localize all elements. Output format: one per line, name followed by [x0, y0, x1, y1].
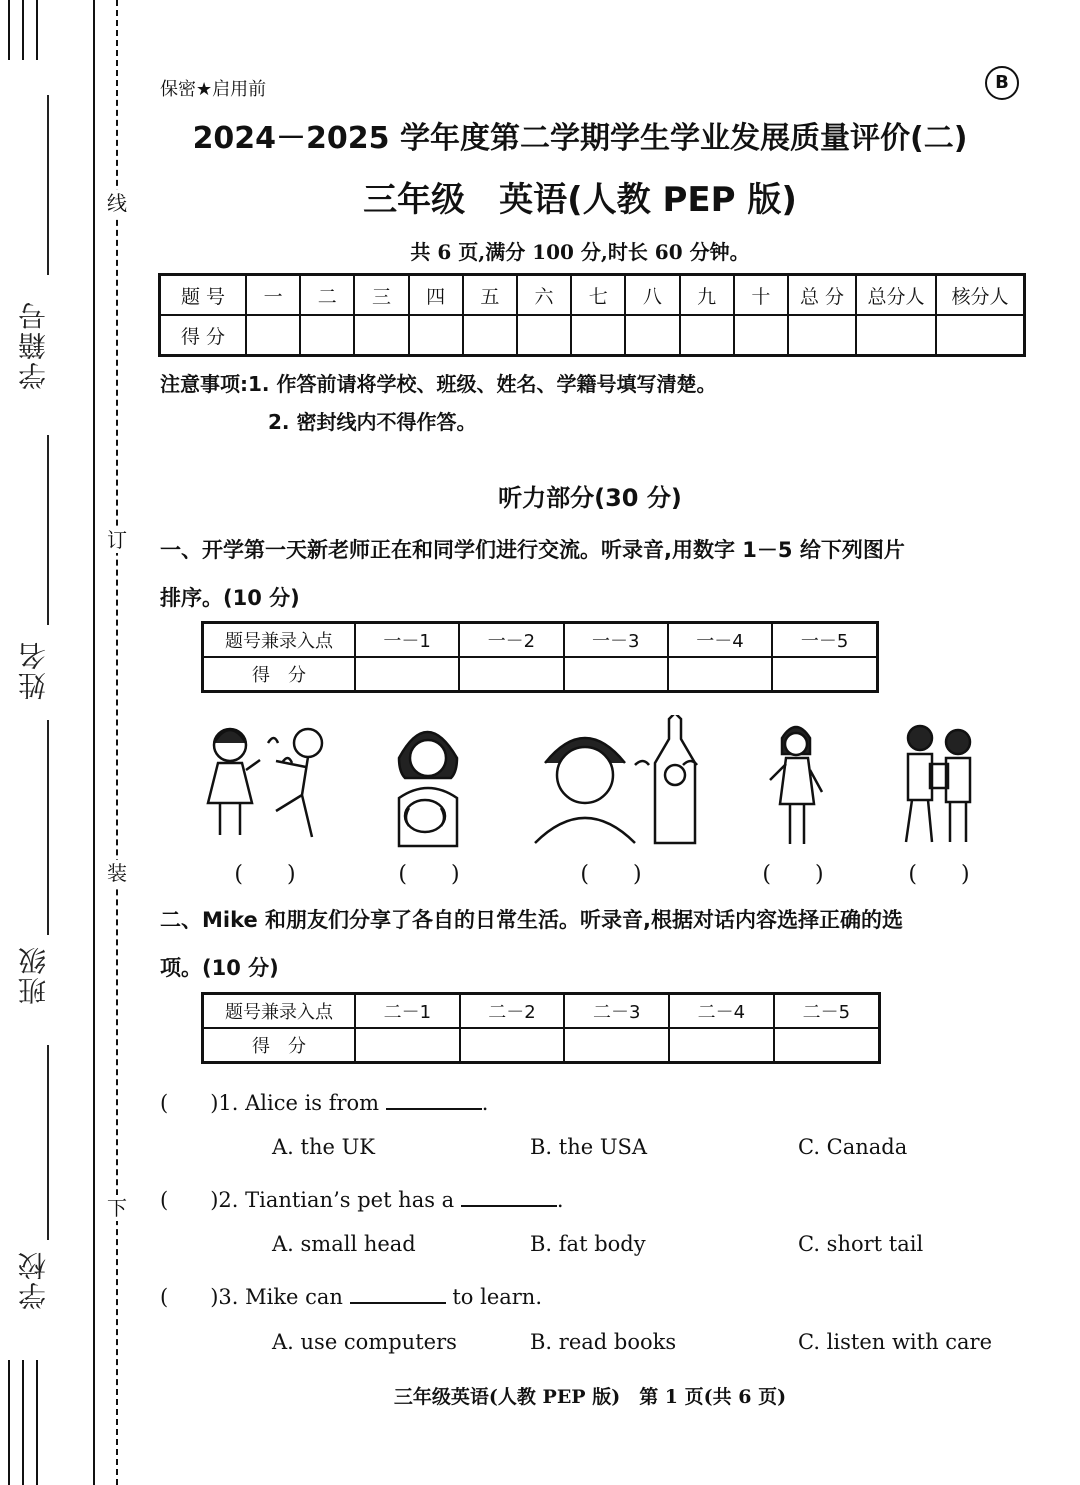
score-header-cell: 八 [625, 275, 679, 316]
confidential-mark: 保密★启用前 [160, 79, 267, 100]
option-b[interactable]: B. the USA [530, 1135, 648, 1159]
clouds [635, 761, 697, 765]
dancer-body [276, 757, 312, 837]
class-label: 班级 [17, 945, 50, 1005]
girl-legs [220, 803, 240, 835]
score-cell[interactable] [680, 315, 734, 356]
score-header-cell: 四 [409, 275, 463, 316]
answer-paren[interactable]: ( ) [580, 862, 642, 887]
part1-heading-line: 排序。(10 分) [160, 586, 300, 610]
margin-rule [36, 1360, 38, 1485]
name-blank[interactable] [47, 435, 49, 625]
part2-heading-line: 二、Mike 和朋友们分享了各自的日常生活。听录音,根据对话内容选择正确的选 [160, 908, 904, 932]
music-notes [268, 738, 292, 763]
picture-singing-dancing [190, 715, 340, 850]
score-cell[interactable] [788, 315, 856, 356]
option-c[interactable]: C. listen with care [798, 1330, 993, 1354]
score-header-cell: 五 [463, 275, 517, 316]
entry-score-cell[interactable] [564, 657, 668, 692]
girl-shoulders [535, 818, 635, 843]
student-id-blank[interactable] [47, 95, 49, 275]
score-header-cell: 总分人 [856, 275, 936, 316]
option-c[interactable]: C. Canada [798, 1135, 908, 1159]
version-badge: B [985, 66, 1019, 100]
option-b[interactable]: B. read books [530, 1330, 677, 1354]
entry-header-cell: 一－4 [668, 623, 772, 658]
seal-char-xian: 线 [104, 190, 130, 216]
entry-header-cell: 一－1 [355, 623, 459, 658]
picture-teacher [760, 720, 830, 850]
score-header-cell: 一 [246, 275, 300, 316]
entry-score-cell[interactable] [668, 657, 772, 692]
option-c[interactable]: C. short tail [798, 1232, 924, 1256]
score-cell[interactable] [517, 315, 571, 356]
entry-header-cell: 一－3 [564, 623, 668, 658]
margin-rule [22, 1360, 24, 1485]
entry-score-cell[interactable] [355, 1028, 460, 1063]
question-stem: 1. Alice is from [218, 1091, 380, 1115]
part1-heading-line: 一、开学第一天新老师正在和同学们进行交流。听录音,用数字 1－5 给下列图片 [160, 538, 905, 562]
option-a[interactable]: A. use computers [272, 1330, 457, 1354]
answer-blank[interactable] [350, 1284, 446, 1304]
seal-line-outer [93, 0, 95, 1485]
entry-score-label: 得 分 [203, 1028, 356, 1063]
entry-header-cell: 二－4 [669, 994, 774, 1029]
part2-entry-table [201, 992, 881, 1064]
question-1 [160, 1087, 488, 1117]
entry-header-cell: 二－5 [774, 994, 880, 1029]
part2-heading-line: 项。(10 分) [160, 956, 279, 980]
question-stem: 3. Mike can [218, 1285, 343, 1309]
score-cell[interactable] [354, 315, 408, 356]
entry-score-cell[interactable] [460, 1028, 565, 1063]
class-blank[interactable] [47, 720, 49, 935]
score-header-cell: 三 [354, 275, 408, 316]
score-header-cell: 十 [734, 275, 788, 316]
margin-rule [22, 0, 24, 60]
entry-score-label: 得 分 [203, 657, 356, 692]
score-header-cell: 九 [680, 275, 734, 316]
girl-face [410, 740, 446, 776]
boy-head [908, 726, 932, 750]
option-a[interactable]: A. the UK [272, 1135, 375, 1159]
entry-header-cell: 题号兼录入点 [203, 994, 356, 1029]
picture-girl-dog [385, 718, 470, 848]
question-stem: 2. Tiantian’s pet has a [218, 1188, 455, 1212]
score-header-cell: 七 [571, 275, 625, 316]
entry-score-cell[interactable] [355, 657, 459, 692]
notes-line-1 [160, 368, 716, 397]
notes-item: 1. 作答前请将学校、班级、姓名、学籍号填写清楚。 [248, 372, 717, 396]
teacher-legs [790, 804, 804, 844]
entry-header-cell: 一－2 [459, 623, 563, 658]
answer-paren[interactable]: ( ) [160, 1285, 219, 1309]
score-table-score-row [160, 315, 1025, 356]
entry-score-cell[interactable] [772, 657, 877, 692]
part1-entry-table [201, 621, 879, 693]
legs [906, 800, 966, 842]
answer-paren[interactable]: ( ) [398, 862, 460, 887]
score-cell[interactable] [856, 315, 936, 356]
part2-heading [160, 896, 1040, 992]
answer-blank[interactable] [386, 1090, 482, 1110]
score-header-cell: 总 分 [788, 275, 856, 316]
score-table [158, 273, 1026, 357]
score-cell[interactable] [625, 315, 679, 356]
margin-rule [8, 0, 10, 60]
score-table-header-row [160, 275, 1025, 316]
seal-char-xia: 下 [104, 1195, 130, 1221]
option-b[interactable]: B. fat body [530, 1232, 646, 1256]
entry-header-cell: 二－1 [355, 994, 460, 1029]
score-cell[interactable] [734, 315, 788, 356]
dancer-head [294, 729, 322, 757]
girl-body [946, 758, 970, 802]
question-stem-end: . [481, 1091, 489, 1115]
page-footer: 三年级英语(人教 PEP 版) 第 1 页(共 6 页) [393, 1386, 787, 1408]
question-2 [160, 1184, 564, 1214]
notes-label: 注意事项: [160, 372, 248, 396]
girl-face [557, 747, 613, 803]
notes-item: 2. 密封线内不得作答。 [268, 410, 477, 434]
entry-score-cell[interactable] [774, 1028, 880, 1063]
score-cell[interactable] [936, 315, 1025, 356]
answer-paren[interactable]: ( ) [160, 1188, 219, 1212]
clock-face [665, 765, 685, 785]
seal-char-ding: 订 [104, 527, 130, 553]
score-header-cell: 六 [517, 275, 571, 316]
score-cell[interactable] [300, 315, 354, 356]
score-cell[interactable] [246, 315, 300, 356]
picture-girl-big-ben [525, 715, 705, 845]
question-stem-end: to learn. [452, 1285, 543, 1309]
teacher-face [785, 733, 807, 755]
score-row-label: 得 分 [160, 315, 247, 356]
answer-paren[interactable]: ( ) [160, 1091, 219, 1115]
entry-header-cell: 二－3 [564, 994, 669, 1029]
exam-info: 共 6 页,满分 100 分,时长 60 分钟。 [410, 240, 750, 264]
score-cell[interactable] [409, 315, 463, 356]
score-cell[interactable] [463, 315, 517, 356]
answer-paren[interactable]: ( ) [234, 862, 296, 887]
score-header-cell: 核分人 [936, 275, 1025, 316]
school-label: 学校 [17, 1250, 50, 1310]
exam-subtitle: 三年级 英语(人教 PEP 版) [363, 180, 797, 220]
margin-rule [8, 1360, 10, 1485]
answer-paren[interactable]: ( ) [762, 862, 824, 887]
picture-two-people-books [890, 722, 990, 847]
question-3 [160, 1281, 542, 1311]
dog [405, 800, 445, 832]
score-header-cell: 题 号 [160, 275, 247, 316]
student-id-label: 学籍号 [17, 300, 50, 390]
teacher-arms [770, 764, 822, 792]
entry-header-cell: 二－2 [460, 994, 565, 1029]
microphone-arm [246, 760, 260, 770]
question-stem-end: . [556, 1188, 564, 1212]
seal-line-dashed [116, 0, 119, 1485]
boy-body [908, 754, 932, 800]
entry-header-cell: 一－5 [772, 623, 877, 658]
big-ben-tower [655, 715, 695, 843]
seal-char-zhuang: 装 [104, 860, 130, 886]
entry-score-cell[interactable] [564, 1028, 669, 1063]
score-cell[interactable] [571, 315, 625, 356]
entry-score-cell[interactable] [669, 1028, 774, 1063]
part1-heading [160, 526, 1040, 622]
listening-section-title: 听力部分(30 分) [498, 484, 682, 512]
answer-blank[interactable] [461, 1187, 557, 1207]
answer-paren[interactable]: ( ) [908, 862, 970, 887]
margin-rule [36, 0, 38, 60]
entry-score-cell[interactable] [459, 657, 563, 692]
exam-title: 2024－2025 学年度第二学期学生学业发展质量评价(二) [192, 121, 968, 156]
girl-head [946, 730, 970, 754]
school-blank[interactable] [47, 1045, 49, 1240]
name-label: 姓名 [17, 640, 50, 700]
score-header-cell: 二 [300, 275, 354, 316]
entry-header-cell: 题号兼录入点 [203, 623, 356, 658]
option-a[interactable]: A. small head [272, 1232, 416, 1256]
